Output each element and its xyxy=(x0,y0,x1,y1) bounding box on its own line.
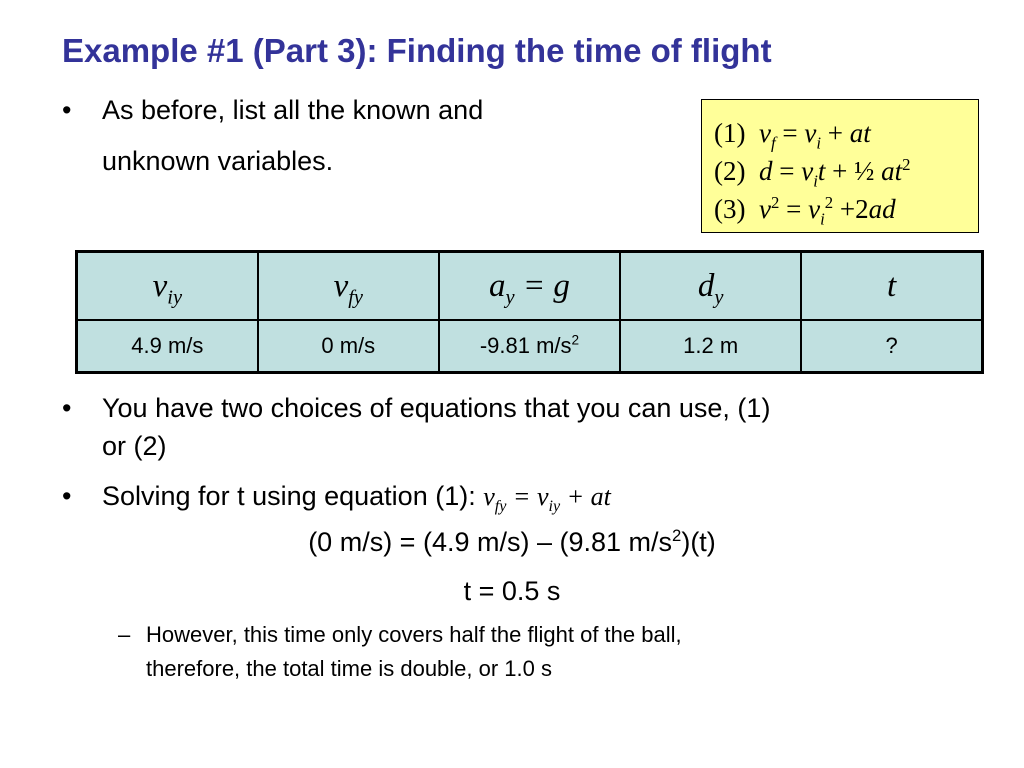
bullet-text-line2: unknown variables. xyxy=(102,146,334,176)
cell-t: ? xyxy=(801,320,982,373)
note-total-time xyxy=(118,618,998,688)
equation-3: (3) $v^2 = v_i^2 +2ad$ xyxy=(714,193,896,229)
kinematic-equations-box xyxy=(701,99,979,233)
cell-v-iy: 4.9 m/s xyxy=(77,320,258,373)
note-line1: However, this time only covers half the flight of the ball, xyxy=(146,622,682,647)
header-d-y: $d_y$ xyxy=(620,252,801,321)
header-a-y: $a_y = g$ xyxy=(439,252,620,321)
bullet-two-choices xyxy=(62,388,1002,468)
bullet-text-line1: As before, list all the known and xyxy=(102,95,484,125)
bullet-dot: • xyxy=(62,481,72,511)
variables-table xyxy=(75,250,984,374)
equation-1: (1) $v_f = v_i$ + at xyxy=(714,118,871,153)
dash-bullet: – xyxy=(118,622,131,647)
note-line2: therefore, the total time is double, or 1.0 s xyxy=(146,656,553,681)
calc-line-2: t = 0.5 s xyxy=(463,576,561,606)
cell-v-fy: 0 m/s xyxy=(258,320,439,373)
cell-d-y: 1.2 m xyxy=(620,320,801,373)
header-v-iy: $v_{iy}$ xyxy=(77,252,258,321)
equation-inline: $v_{fy} = v_{iy}$ + at xyxy=(483,482,611,516)
bullet-known-variables xyxy=(62,90,662,180)
bullet-text-line1: You have two choices of equations that you can use, (1) xyxy=(102,393,771,423)
bullet-dot: • xyxy=(62,393,72,423)
slide-title: Example #1 (Part 3): Finding the time of flight xyxy=(62,32,772,69)
bullet-solving-for-t xyxy=(62,476,1002,516)
cell-a-y: -9.81 $m/s^2$ xyxy=(439,320,620,373)
table-row xyxy=(77,320,983,373)
equation-2: (2) $d = v_it$ + ½ $at^2$ xyxy=(714,155,911,191)
calc-line-1: (0 m/s) = (4.9 m/s) – (9.81 $m/s^2)(t)$ xyxy=(308,526,716,557)
bullet-dot: • xyxy=(62,95,72,125)
header-v-fy: $v_{fy}$ xyxy=(258,252,439,321)
bullet-text-line2: or (2) xyxy=(102,431,167,461)
header-t: t xyxy=(801,252,982,321)
bullet-text: Solving for t using equation (1): $v_{fy} = v_{iy}$ + at xyxy=(102,481,611,516)
table-header-row xyxy=(77,252,983,321)
